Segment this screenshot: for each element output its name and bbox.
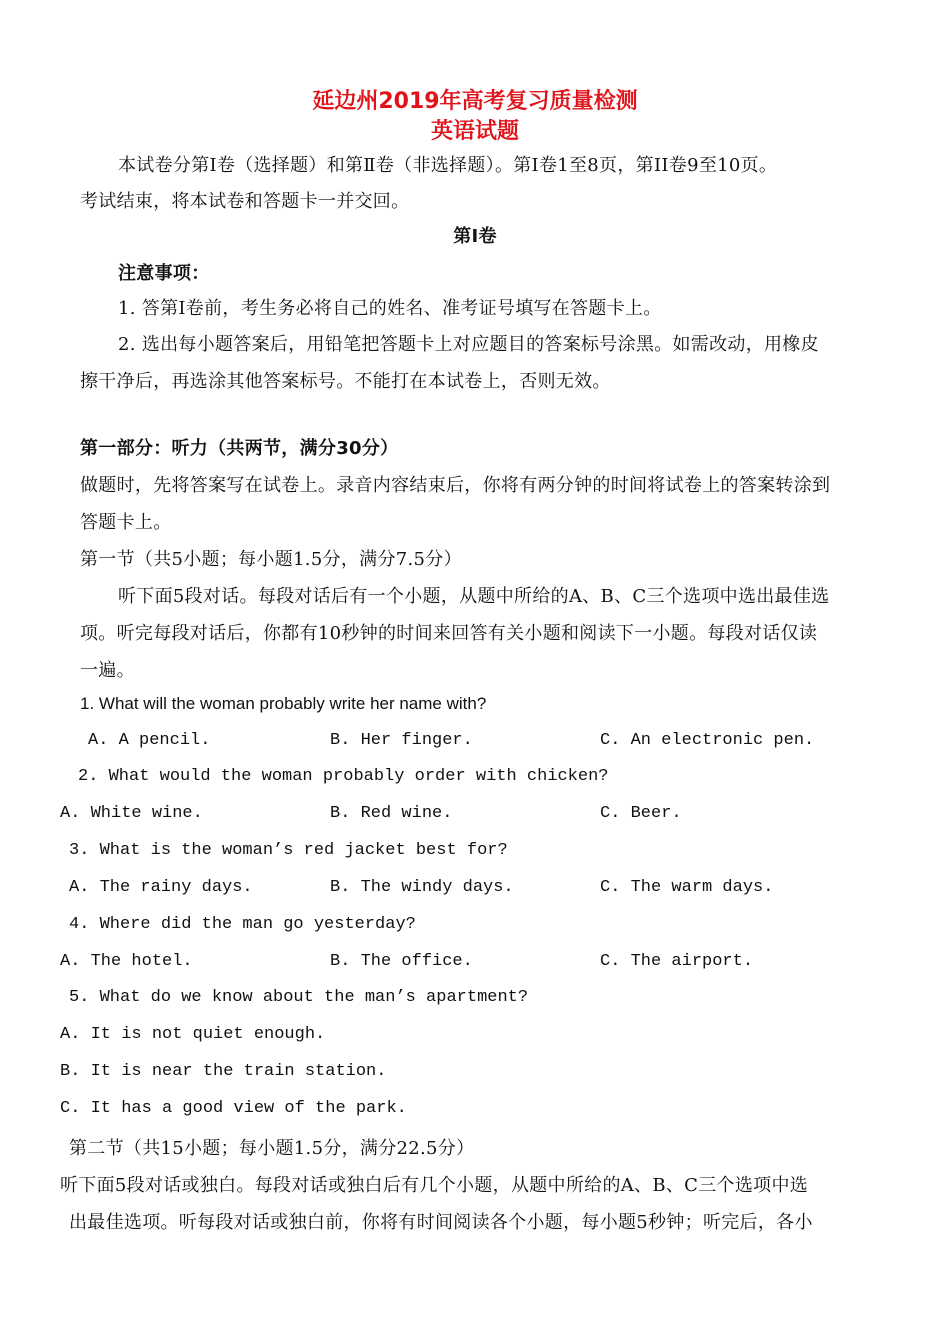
section1-instr-line2: 项。听完每段对话后，你都有10秒钟的时间来回答有关小题和阅读下一小题。每段对话仅读: [80, 623, 818, 644]
notice-item-1: 1. 答第Ⅰ卷前，考生务必将自己的姓名、准考证号填写在答题卡上。: [118, 298, 662, 319]
q4-option-a: A. The hotel.: [60, 952, 193, 971]
notice-heading: 注意事项：: [118, 263, 210, 284]
notice-item-2-line2: 擦干净后，再选涂其他答案标号。不能打在本试卷上，否则无效。: [80, 371, 611, 392]
q2-option-b: B. Red wine.: [330, 804, 453, 823]
section2-instr-line2: 出最佳选项。听每段对话或独白前，你将有时间阅读各个小题，每小题5秒钟；听完后，各小: [69, 1212, 813, 1233]
section1-instr-line3: 一遍。: [80, 660, 135, 681]
q1-option-b: B. Her finger.: [330, 731, 473, 750]
section2-heading: 第二节（共15小题；每小题1.5分，满分22.5分）: [69, 1138, 475, 1159]
question-2: 2. What would the woman probably order with chicken?: [78, 767, 609, 786]
q2-option-a: A. White wine.: [60, 804, 203, 823]
q4-option-c: C. The airport.: [600, 952, 754, 971]
exam-title-line1: 延边州2019年高考复习质量检测: [312, 89, 638, 114]
q5-option-a: A. It is not quiet enough.: [60, 1025, 326, 1044]
listening-instr-line1: 做题时，先将答案写在试卷上。录音内容结束后，你将有两分钟的时间将试卷上的答案转涂到: [80, 475, 831, 496]
q3-option-a: A. The rainy days.: [69, 878, 253, 897]
q5-option-c: C. It has a good view of the park.: [60, 1099, 407, 1118]
q1-option-c: C. An electronic pen.: [600, 731, 815, 750]
exam-title-line2: 英语试题: [430, 119, 519, 144]
q1-option-a: A. A pencil.: [88, 731, 211, 750]
q5-option-b: B. It is near the train station.: [60, 1062, 387, 1081]
q3-option-c: C. The warm days.: [600, 878, 774, 897]
question-5: 5. What do we know about the man’s apartment?: [69, 988, 529, 1007]
question-3: 3. What is the woman’s red jacket best for?: [69, 841, 508, 860]
volume1-heading: 第Ⅰ卷: [453, 226, 497, 247]
listening-instr-line2: 答题卡上。: [80, 512, 172, 533]
section1-heading: 第一节（共5小题；每小题1.5分，满分7.5分）: [80, 549, 462, 570]
q2-option-c: C. Beer.: [600, 804, 682, 823]
intro-line2: 考试结束，将本试卷和答题卡一并交回。: [80, 191, 410, 212]
intro-line1: 本试卷分第Ⅰ卷（选择题）和第Ⅱ卷（非选择题）。第Ⅰ卷1至8页，第II卷9至10页。: [118, 155, 778, 176]
q3-option-b: B. The windy days.: [330, 878, 514, 897]
q4-option-b: B. The office.: [330, 952, 473, 971]
listening-heading: 第一部分：听力（共两节，满分30分）: [80, 438, 399, 459]
notice-item-2-line1: 2. 选出每小题答案后，用铅笔把答题卡上对应题目的答案标号涂黑。如需改动，用橡皮: [118, 334, 819, 355]
question-4: 4. Where did the man go yesterday?: [69, 915, 416, 934]
section2-instr-line1: 听下面5段对话或独白。每段对话或独白后有几个小题，从题中所给的A、B、C三个选项中选: [60, 1175, 809, 1196]
question-1: 1. What will the woman probably write her name with?: [80, 694, 487, 713]
section1-instr-line1: 听下面5段对话。每段对话后有一个小题，从题中所给的A、B、C三个选项中选出最佳选: [118, 586, 830, 607]
